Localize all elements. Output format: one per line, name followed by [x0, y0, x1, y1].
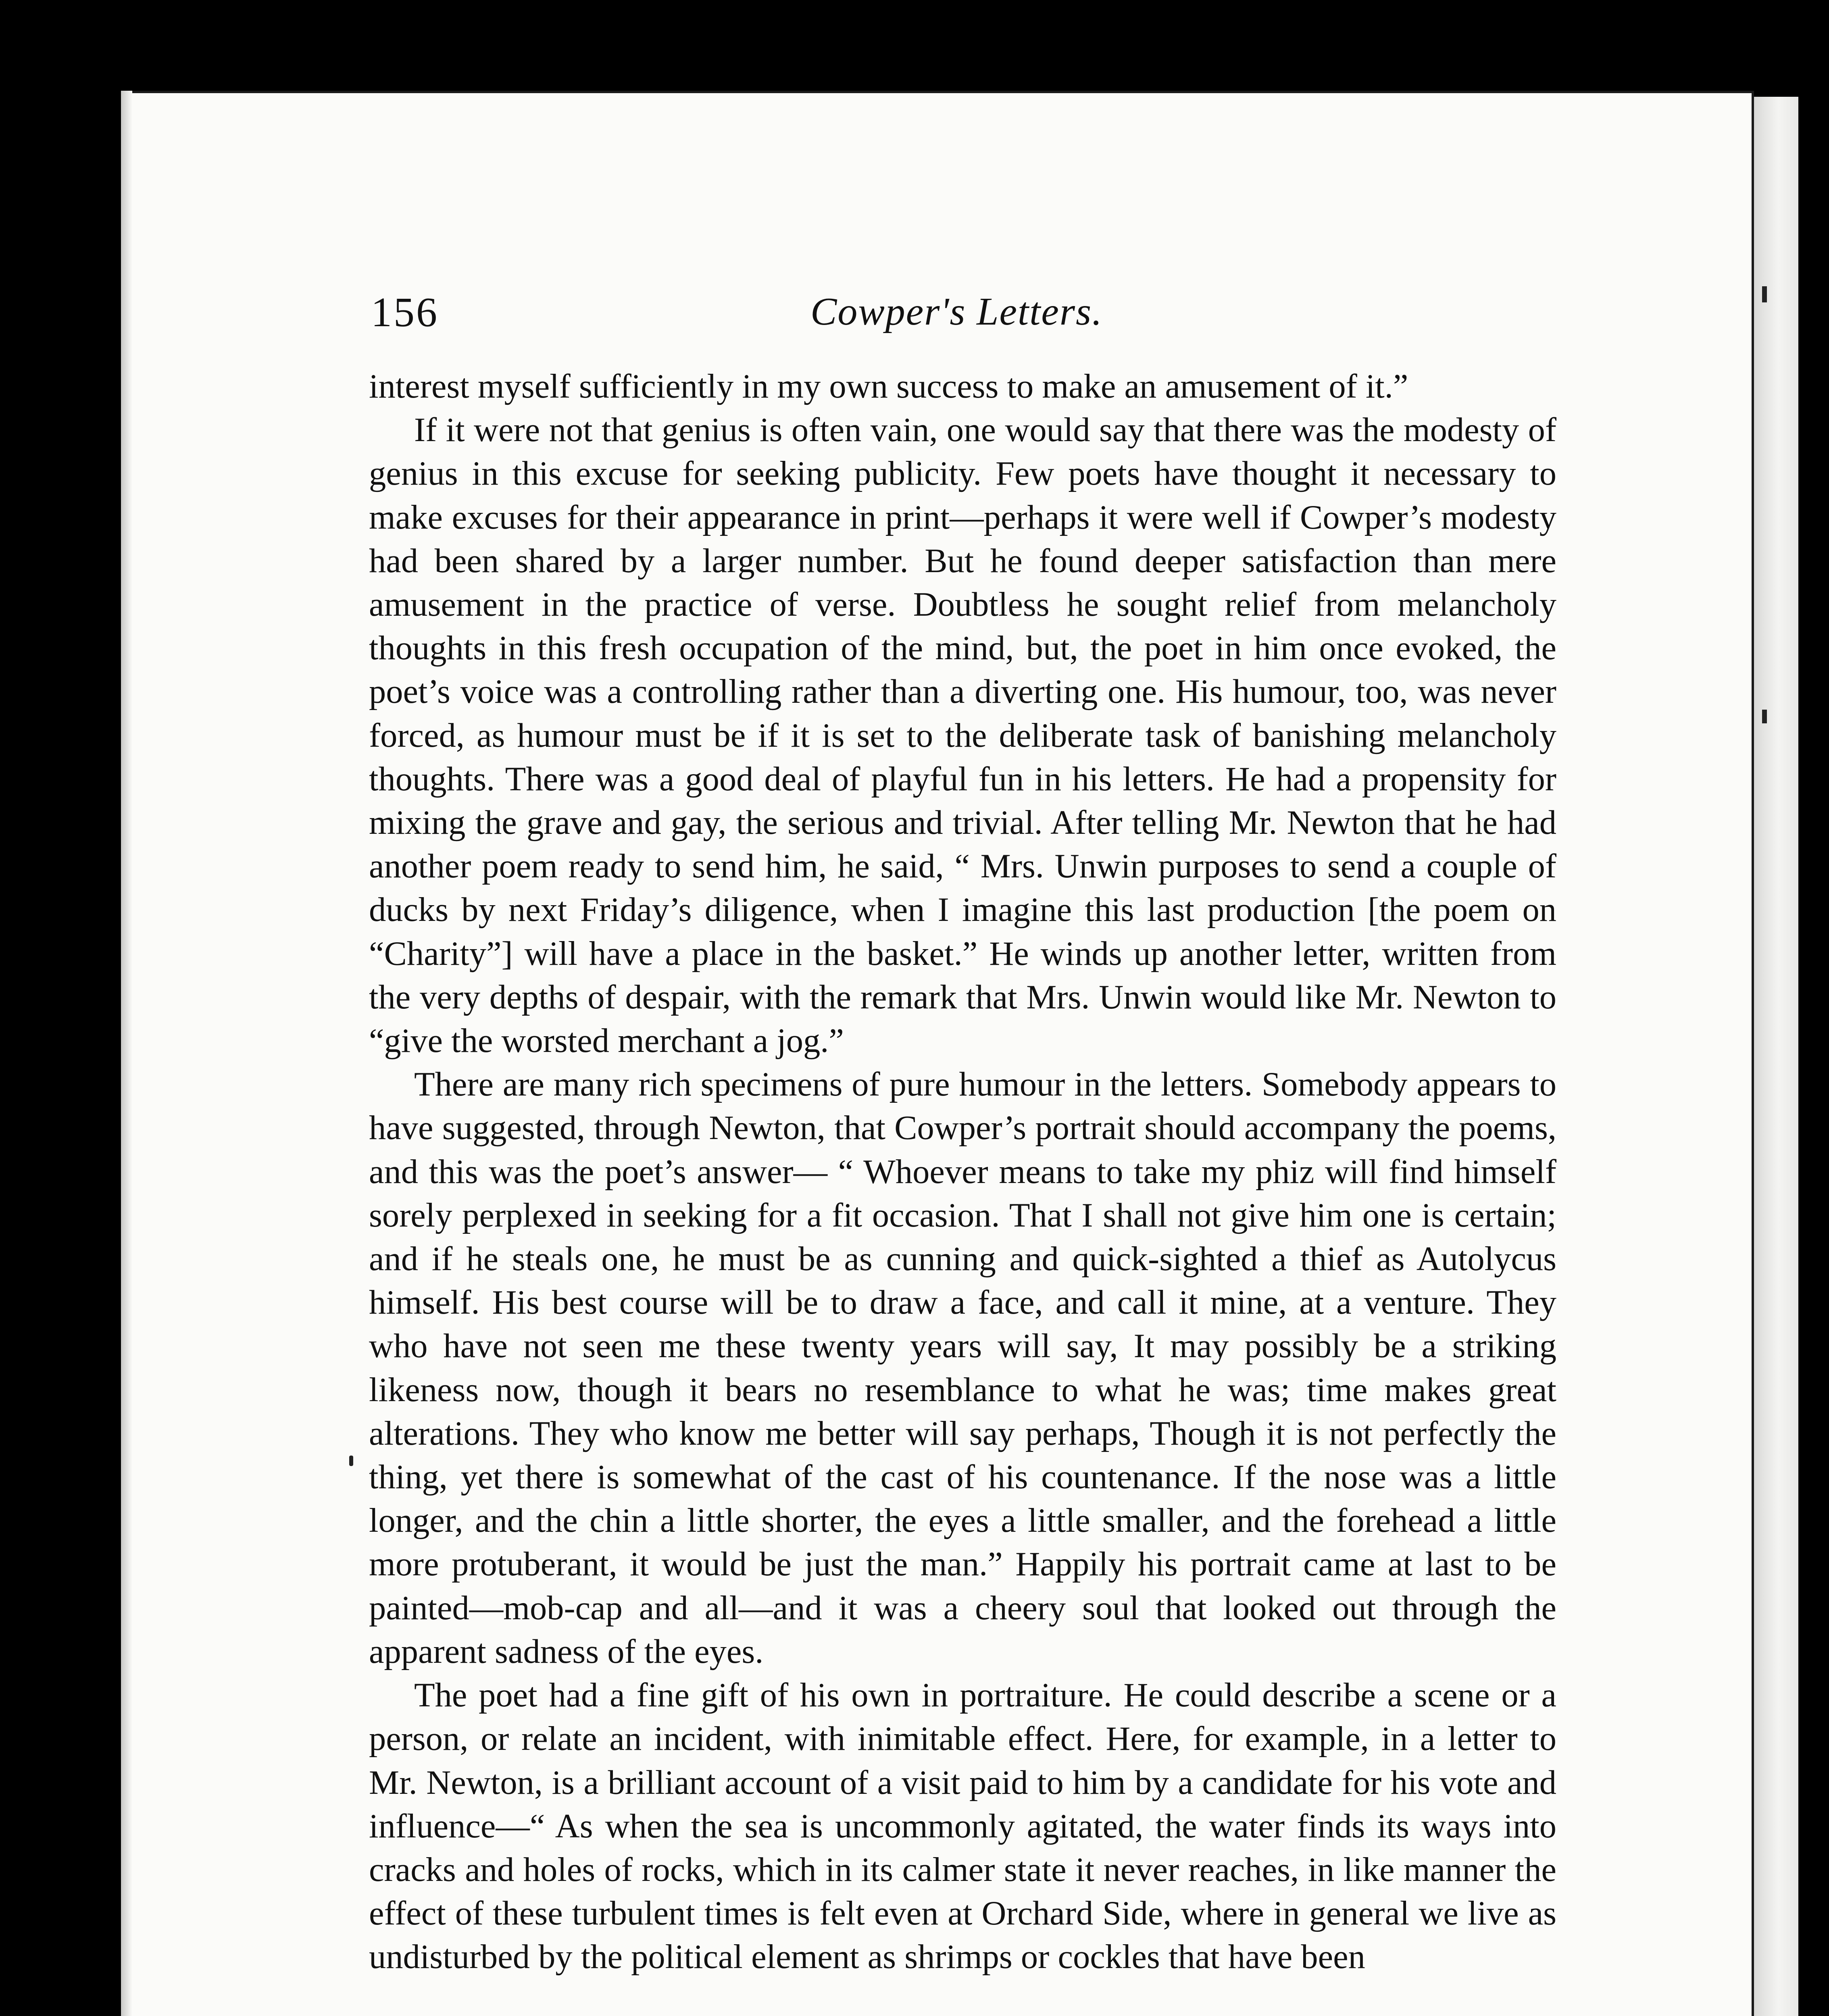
paragraph: The poet had a fine gift of his own in portraiture. He could describe a scene or a person, or relate an incident, with inimitable effect. Here, for example, in a letter to Mr. Newton, is a brilliant account of a visit paid to him by a candidate for his vote and influence—“ As when the sea is uncommonly agitated, the water finds its ways into cracks and holes of rocks, which in its calmer state it never reaches, in like manner the effect of these turbulent times is felt even at Orchard Side, where in general we live as undisturbed by the political element as shrimps or cockles that have been: [369, 1677, 1556, 1976]
page-header: [371, 288, 1564, 337]
paragraph: interest myself sufficiently in my own success to make an amusement of it.”: [369, 368, 1408, 405]
body-text: [369, 365, 1556, 1979]
paragraph: There are many rich specimens of pure humour in the letters. Somebody appears to have suggested, through Newton, that Cowper’s portrait should accompany the poems, and this was the poet’s answer— “ Whoever means to take my phiz will find himself sorely perplexed in seeking for a fit occasion. That I shall not give him one is certain; and if he steals one, he must be as cunning and quick-sighted a thief as Autolycus himself. His best course will be to draw a face, and call it mine, at a venture. They who have not seen me these twenty years will say, It may possibly be a striking likeness now, though it bears no resemblance to what he was; time makes great alterations. They who know me better will say perhaps, Though it is not perfectly the thing, yet there is somewhat of the cast of his countenance. If the nose was a little longer, and the chin a little shorter, the eyes a little smaller, and the forehead a little more protuberant, it would be just the man.” Happily his portrait came at last to be painted—mob-cap and all—and it was a cheery soul that looked out through the apparent sadness of the eyes.: [369, 1066, 1556, 1670]
print-speck: [349, 1456, 353, 1466]
facing-page-mark: [1762, 710, 1767, 723]
paragraph: If it were not that genius is often vain, one would say that there was the modesty of genius in this excuse for seeking publicity. Few poets have thought it necessary to make excuses for their appearance in print—perhaps it were well if Cowper’s modesty had been shared by a larger number. But he found deeper satisfaction than mere amusement in the practice of verse. Doubtless he sought relief from melancholy thoughts in this fresh occupation of the mind, but, the poet in him once evoked, the poet’s voice was a controlling rather than a diverting one. His humour, too, was never forced, as humour must be if it is set to the deliberate task of banishing melancholy thoughts. There was a good deal of playful fun in his letters. He had a propensity for mixing the grave and gay, the serious and trivial. After telling Mr. Newton that he had another poem ready to send him, he said, “ Mrs. Unwin purposes to send a couple of ducks by next Friday’s diligence, when I imagine this last production [the poem on “Charity”] will have a place in the basket.” He winds up another letter, written from the very depths of despair, with the remark that Mrs. Unwin would like Mr. Newton to “give the worsted merchant a jog.”: [369, 411, 1556, 1060]
facing-page-mark: [1762, 286, 1767, 302]
facing-page-edge: [1750, 97, 1798, 2016]
page-number: 156: [371, 289, 439, 335]
running-title: Cowper's Letters.: [810, 290, 1103, 333]
